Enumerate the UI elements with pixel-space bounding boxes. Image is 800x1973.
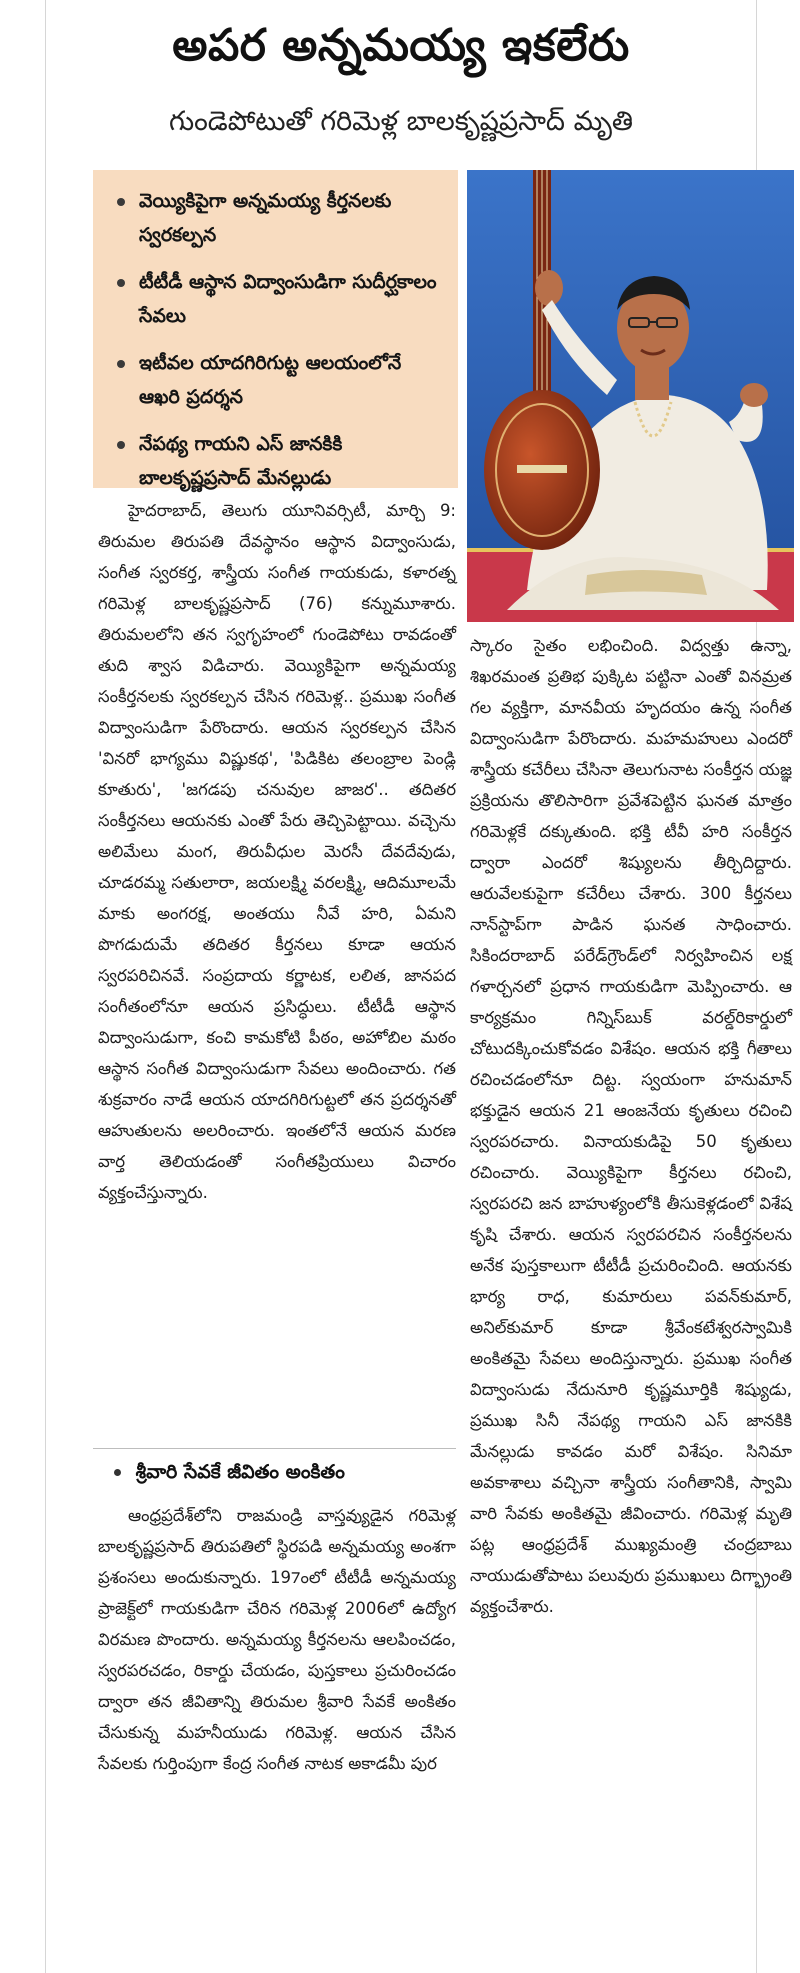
- musician-with-tanpura-illustration: [467, 170, 794, 622]
- bullet-icon: [117, 198, 125, 206]
- bullet-icon: [117, 441, 125, 449]
- highlight-item: [117, 427, 444, 495]
- right-column-body: [470, 630, 792, 1960]
- headline: అపర అన్నమయ్య ఇకలేరు: [172, 20, 630, 71]
- highlight-text: టీటీడీ ఆస్థాన విద్వాంసుడిగా సుదీర్ఘకాలం సేవలు: [139, 271, 437, 327]
- subheadline: గుండెపోటుతో గరిమెళ్ల బాలకృష్ణప్రసాద్‌ మృతి: [168, 106, 633, 137]
- bullet-icon: [117, 279, 125, 287]
- left-column-body-continued: [98, 1500, 456, 1960]
- bullet-icon: [114, 1469, 121, 1476]
- article-paragraph: హైదరాబాద్‌, తెలుగు యూనివర్సిటీ, మార్చి 9: తిరుమల తిరుపతి దేవస్థానం ఆస్థాన విద్వాంసుడు, సంగీత స్వరకర్త, శాస్త్రీయ సంగీత గాయకుడు, కళారత్న గరిమెళ్ల బాలకృష్ణప్రసాద్‌ (76) కన్నుమూశారు. తిరుమలలోని తన స్వగృహంలో గుండెపోటు రావడంతో తుది శ్వాస విడిచారు. వెయ్యికిపైగా అన్నమయ్య సంకీర్తనలకు స్వరకల్పన చేసిన గరిమెళ్ల.. ప్రముఖ సంగీత విద్వాంసుడిగా పేరొందారు. ఆయన స్వరకల్పన చేసిన 'వినరో భాగ్యము విష్ణుకథ', 'పిడికిట తలంబ్రాల పెండ్లి కూతురు', 'జగడపు చనువుల జాజర'.. తదితర సంకీర్తనలు ఆయనకు ఎంతో పేరు తెచ్చిపెట్టాయి. వచ్చెను అలిమేలు మంగ, తిరువీధుల మెరసీ దేవదేవుడు, చూడరమ్మ సతులారా, జయలక్ష్మి వరలక్ష్మి, ఆదిమూలమే మాకు అంగరక్ష, అంతయు నీవే హరి, ఏమని పొగడుదుమే తదితర కీర్తనలు కూడా ఆయన స్వరపరిచినవే. సంప్రదాయ కర్ణాటక, లలిత, జానపద సంగీతంలోనూ ఆయన ప్రసిద్ధులు. టీటీడీ ఆస్థాన విద్వాంసుడుగా, కంచి కామకోటి పీఠం, అహోబిల మఠం ఆస్థాన సంగీత విద్వాంసుడుగా సేవలు అందించారు. గత శుక్రవారం నాడే ఆయన యాదగిరిగుట్టలో తన ప్రదర్శనతో ఆహుతులను అలరించారు. ఇంతలోనే ఆయన మరణ వార్త తెలియడంతో సంగీతప్రియులు విచారం వ్యక్తంచేస్తున్నారు.: [98, 501, 456, 1202]
- highlight-text: నేపథ్య గాయని ఎస్‌ జానకికి బాలకృష్ణప్రసాద్‌ మేనల్లుడు: [139, 433, 343, 489]
- highlight-item: [117, 346, 444, 414]
- highlight-item: [117, 184, 444, 252]
- highlight-text: ఇటీవల యాదగిరిగుట్ట ఆలయంలోనే ఆఖరి ప్రదర్శన: [139, 352, 402, 408]
- subsection-title: శ్రీవారి సేవకే జీవితం అంకితం: [135, 1461, 345, 1483]
- newspaper-clipping: [45, 0, 792, 1973]
- article-paragraph: స్కారం సైతం లభించింది. విద్వత్తు ఉన్నా, శిఖరమంత ప్రతిభ పుక్కిట పట్టినా ఎంతో వినమ్రత గల వ్యక్తిగా, మానవీయ హృదయం ఉన్న సంగీత విద్వాంసుడిగా పేరొందారు. మహమహులు ఎందరో శాస్త్రీయ కచేరీలు చేసినా తెలుగునాట సంకీర్తన యజ్ఞ ప్రక్రియను తొలిసారిగా ప్రవేశపెట్టిన ఘనత మాత్రం గరిమెళ్లకే దక్కుతుంది. భక్తి టీవీ హరి సంకీర్తన ద్వారా ఎందరో శిష్యులను తీర్చిదిద్దారు. ఆరువేలకుపైగా కచేరీలు చేశారు. 300 కీర్తనలు నాన్‌స్టాప్‌గా పాడిన ఘనత సాధించారు. సికిందరాబాద్‌ పరేడ్‌గ్రౌండ్‌లో నిర్వహించిన లక్ష గళార్చనలో ప్రధాన గాయకుడిగా మెప్పించారు. ఆ కార్యక్రమం గిన్నిస్‌బుక్‌ వరల్డ్‌రికార్డులో చోటుదక్కించుకోవడం విశేషం. ఆయన భక్తి గీతాలు రచించడంలోనూ దిట్ట. స్వయంగా హనుమాన్‌ భక్తుడైన ఆయన 21 ఆంజనేయ కృతులు రచించి స్వరపరచారు. వినాయకుడిపై 50 కృతులు రచించారు. వెయ్యికిపైగా కీర్తనలు రచించి, స్వరపరచి జన బాహుళ్యంలోకి తీసుకెళ్లడంలో విశేష కృషి చేశారు. ఆయన స్వరపరచిన సంకీర్తనలను అనేక పుస్తకాలుగా టీటీడీ ప్రచురించింది. ఆయనకు భార్య రాధ, కుమారులు పవన్‌కుమార్‌, అనిల్‌కుమార్‌ కూడా శ్రీవేంకటేశ్వరస్వామికి అంకితమై సేవలు అందిస్తున్నారు. ప్రముఖ సంగీత విద్వాంసుడు నేదునూరి కృష్ణమూర్తికి శిష్యుడు, ప్రముఖ సినీ నేపథ్య గాయని ఎస్‌ జానకికి మేనల్లుడు కావడం మరో విశేషం. సినిమా అవకాశాలు వచ్చినా శాస్త్రీయ సంగీతానికి, స్వామి వారి సేవకు అంకితమై జీవించారు. గరిమెళ్ల మృతి పట్ల ఆంధ్రప్రదేశ్‌ ముఖ్యమంత్రి చంద్రబాబు నాయుడుతోపాటు పలువురు ప్రముఖులు దిగ్భ్రాంతి వ్యక్తంచేశారు.: [470, 636, 792, 1616]
- highlight-text: వెయ్యికిపైగా అన్నమయ్య కీర్తనలకు స్వరకల్పన: [139, 190, 392, 246]
- highlight-item: [117, 265, 444, 333]
- left-column-body: [98, 495, 456, 1445]
- highlights-box: [93, 170, 458, 488]
- section-divider: [93, 1448, 456, 1449]
- subsection-heading: [114, 1452, 444, 1492]
- bullet-icon: [117, 360, 125, 368]
- article-paragraph: ఆంధ్రప్రదేశ్‌లోని రాజమండ్రి వాస్తవ్యుడైన గరిమెళ్ల బాలకృష్ణప్రసాద్‌ తిరుపతిలో స్థిరపడి అన్నమయ్య అంశగా ప్రశంసలు అందుకున్నారు. 197ంలో టీటీడీ అన్నమయ్య ప్రాజెక్ట్‌లో గాయకుడిగా చేరిన గరిమెళ్ల 2006లో ఉద్యోగ విరమణ పొందారు. అన్నమయ్య కీర్తనలను ఆలపించడం, స్వరపరచడం, రికార్డు చేయడం, పుస్తకాలు ప్రచురించడం ద్వారా తన జీవితాన్ని తిరుమల శ్రీవారి సేవకే అంకితం చేసుకున్న మహనీయుడు గరిమెళ్ల. ఆయన చేసిన సేవలకు గుర్తింపుగా కేంద్ర సంగీత నాటక అకాడమీ పుర: [98, 1506, 456, 1773]
- musician-photo: [467, 170, 794, 622]
